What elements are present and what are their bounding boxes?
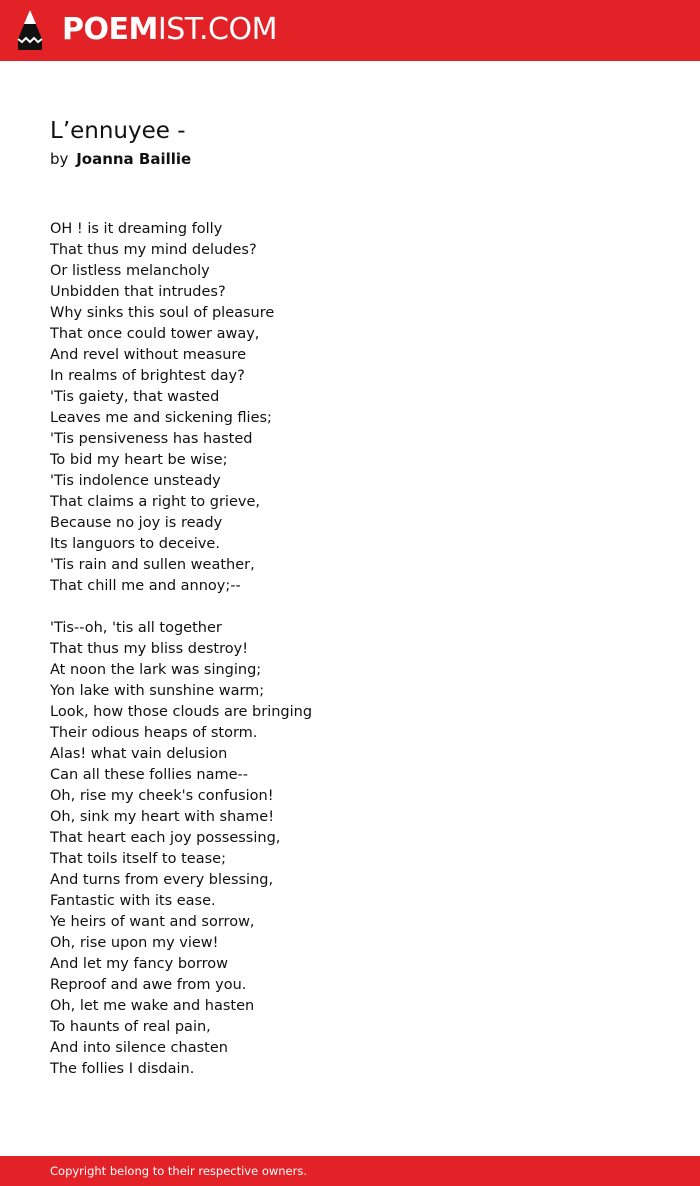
- poem-line: Why sinks this soul of pleasure: [50, 305, 275, 321]
- site-logo[interactable]: [62, 12, 277, 48]
- poem-stanza: [50, 219, 650, 597]
- poem-line: In realms of brightest day?: [50, 368, 245, 384]
- poem-line: Fantastic with its ease.: [50, 893, 216, 909]
- poem-line: 'Tis gaiety, that wasted: [50, 389, 220, 405]
- copyright-text: Copyright belong to their respective owners.: [50, 1164, 308, 1178]
- poem-line: Oh, let me wake and hasten: [50, 998, 255, 1014]
- poem-line: Look, how those clouds are bringing: [50, 704, 313, 720]
- poem-line: Oh, rise my cheek's confusion!: [50, 788, 274, 804]
- poem-line: Can all these follies name--: [50, 767, 248, 783]
- poem-line: And revel without measure: [50, 347, 246, 363]
- poem-line: That heart each joy possessing,: [50, 830, 281, 846]
- poem-line: That thus my bliss destroy!: [50, 641, 249, 657]
- poem-line: 'Tis--oh, 'tis all together: [50, 620, 222, 636]
- poem-body: [50, 219, 650, 1101]
- poem-stanza: [50, 618, 650, 1080]
- poem-line: Ye heirs of want and sorrow,: [50, 914, 255, 930]
- pencil-tip-icon[interactable]: [17, 9, 43, 51]
- poem-line: Unbidden that intrudes?: [50, 284, 226, 300]
- poem-byline: [50, 148, 191, 170]
- poem-line: Because no joy is ready: [50, 515, 223, 531]
- poem-title: L’ennuyee -: [50, 118, 186, 144]
- site-footer: [0, 1156, 700, 1186]
- poem-line: Their odious heaps of storm.: [50, 725, 258, 741]
- poem-line: To haunts of real pain,: [50, 1019, 211, 1035]
- poem-line: Leaves me and sickening flies;: [50, 410, 272, 426]
- poem-line: That claims a right to grieve,: [50, 494, 260, 510]
- poem-line: That once could tower away,: [50, 326, 260, 342]
- logo-bold-text: POEM: [62, 12, 158, 47]
- poem-line: OH ! is it dreaming folly: [50, 221, 223, 237]
- site-header: [0, 0, 700, 61]
- poem-line: Oh, sink my heart with shame!: [50, 809, 275, 825]
- poem-line: Or listless melancholy: [50, 263, 210, 279]
- poem-line: And turns from every blessing,: [50, 872, 274, 888]
- poem-line: Yon lake with sunshine warm;: [50, 683, 265, 699]
- poem-line: 'Tis indolence unsteady: [50, 473, 221, 489]
- poem-line: And into silence chasten: [50, 1040, 228, 1056]
- poem-line: Its languors to deceive.: [50, 536, 220, 552]
- poem-line: And let my fancy borrow: [50, 956, 228, 972]
- poem-line: To bid my heart be wise;: [50, 452, 228, 468]
- poem-line: That toils itself to tease;: [50, 851, 226, 867]
- poem-line: At noon the lark was singing;: [50, 662, 262, 678]
- poem-line: 'Tis pensiveness has hasted: [50, 431, 253, 447]
- poem-line: That chill me and annoy;--: [50, 578, 241, 594]
- poem-line: That thus my mind deludes?: [50, 242, 257, 258]
- poem-line: The follies I disdain.: [50, 1061, 195, 1077]
- poem-line: 'Tis rain and sullen weather,: [50, 557, 255, 573]
- author-name[interactable]: Joanna Baillie: [76, 150, 192, 168]
- poem-line: Alas! what vain delusion: [50, 746, 228, 762]
- logo-light-text: IST.COM: [157, 12, 277, 47]
- poem-line: Oh, rise upon my view!: [50, 935, 219, 951]
- by-label: by: [50, 150, 69, 168]
- poem-line: Reproof and awe from you.: [50, 977, 247, 993]
